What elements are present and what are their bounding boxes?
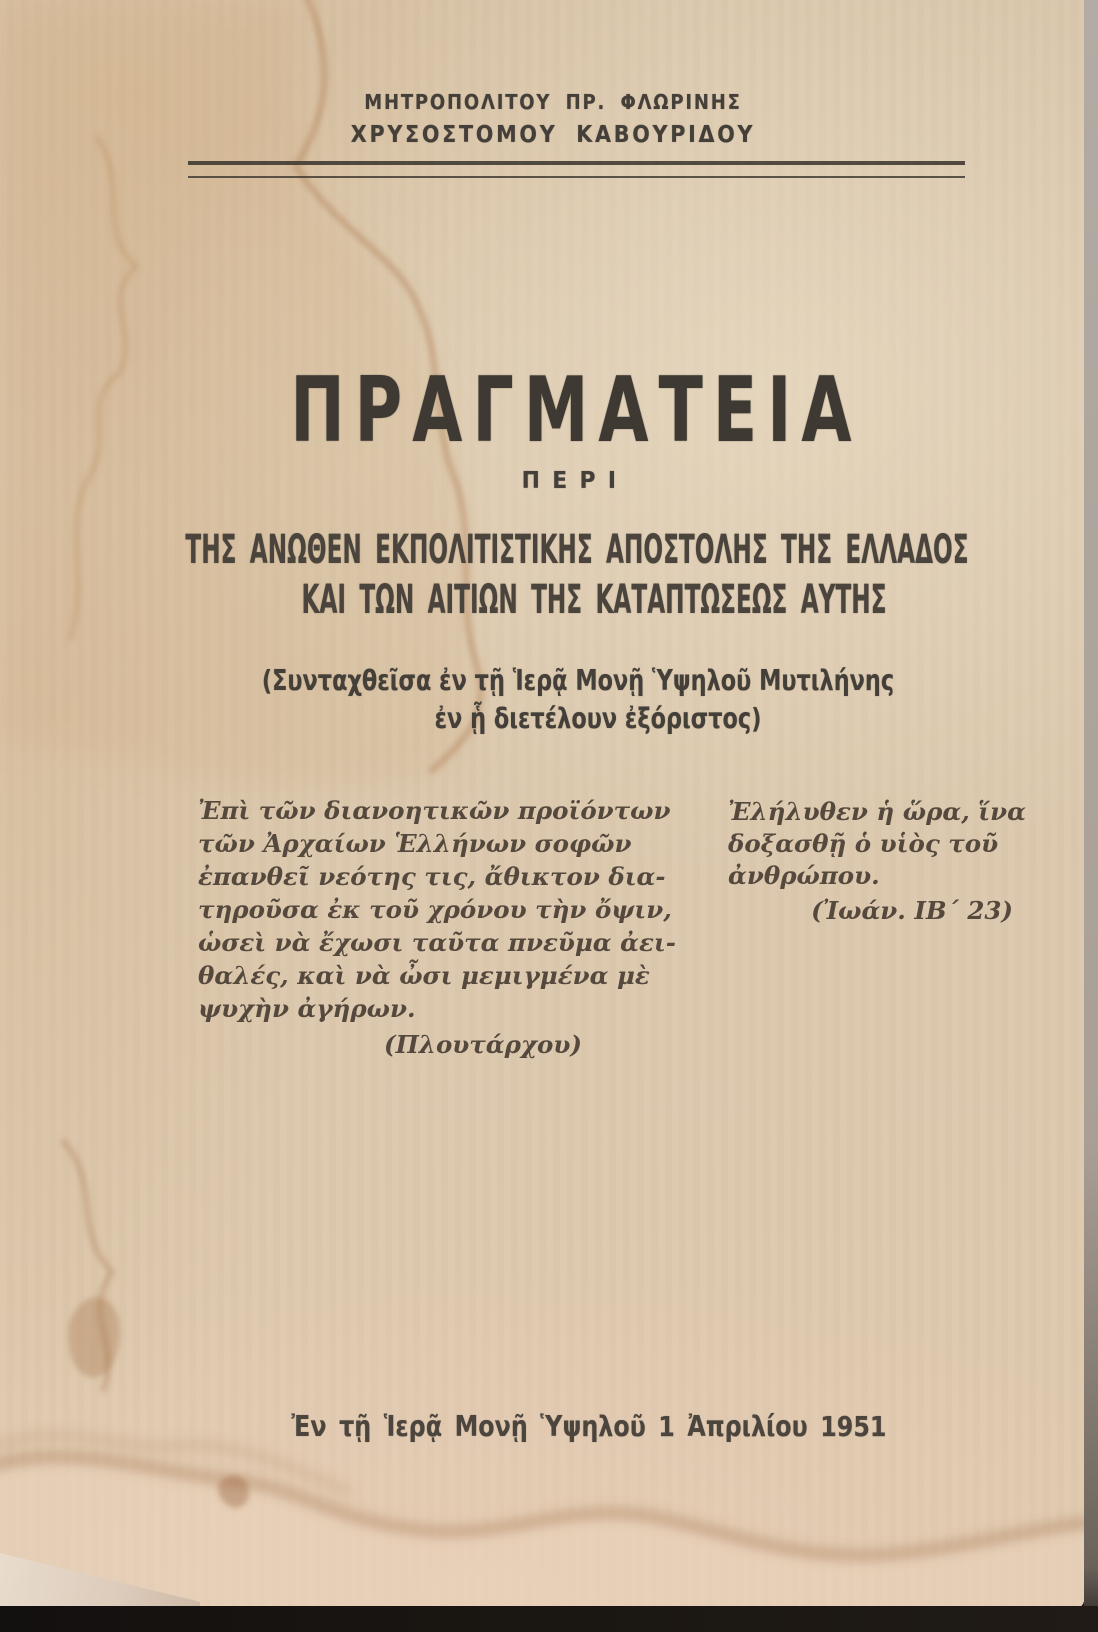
subtitle-line-2: ΚΑΙ ΤΩΝ ΑΙΤΙΩΝ ΤΗΣ ΚΑΤΑΠΤΩΣΕΩΣ ΑΥΤΗΣ xyxy=(301,577,887,623)
peri-label: ΠΕΡΙ xyxy=(521,468,629,494)
imprint-line: Ἐν τῇ Ἱερᾷ Μονῇ Ὑψηλοῦ 1 Ἀπριλίου 1951 xyxy=(291,1410,887,1443)
epigraph-left-attribution: (Πλουτάρχου) xyxy=(384,1030,582,1059)
epigraph-right-line: Ἐλήλυθεν ἡ ὥρα, ἵνα xyxy=(728,797,1026,826)
epigraph-right-attribution: (Ἰωάν. ΙΒ΄ 23) xyxy=(811,896,1013,925)
epigraph-left-line: τηροῦσα ἐκ τοῦ χρόνου τὴν ὄψιν, xyxy=(198,895,672,924)
epigraph-right-line: δοξασθῇ ὁ υἱὸς τοῦ xyxy=(728,829,999,858)
stain-left-blob xyxy=(68,1297,120,1377)
epigraph-right-line: ἀνθρώπου. xyxy=(728,861,880,890)
epigraph-left xyxy=(198,794,676,1061)
double-rule xyxy=(188,161,965,178)
stain-bottom-underband xyxy=(0,1460,1084,1608)
author-line-2: ΧΡΥΣΟΣΤΟΜΟΥ ΚΑΒΟΥΡΙΔΟΥ xyxy=(350,122,756,148)
epigraph-left-line: θαλές, καὶ νὰ ὦσι μεμιγμένα μὲ xyxy=(198,961,650,990)
epigraph-left-line: ἐπανθεῖ νεότης τις, ἄθικτον δια- xyxy=(198,862,666,891)
scanner-edge-bottom xyxy=(0,1606,1098,1632)
scanner-edge-right xyxy=(1084,0,1098,1632)
composition-note-line-2: ἐν ᾗ διετέλουν ἐξόριστος) xyxy=(434,702,762,735)
book-title: ΠΡΑΓΜΑΤΕΙΑ xyxy=(290,358,862,463)
epigraph-left-line: τῶν Ἀρχαίων Ἑλλήνων σοφῶν xyxy=(198,829,632,858)
epigraph-left-line: ὡσεὶ νὰ ἔχωσι ταῦτα πνεῦμα ἀει- xyxy=(198,928,676,957)
epigraph-right xyxy=(728,796,1026,927)
subtitle-line-1: ΤΗΣ ΑΝΩΘΕΝ ΕΚΠΟΛΙΤΙΣΤΙΚΗΣ ΑΠΟΣΤΟΛΗΣ ΤΗΣ ΕΛΛΑΔΟΣ xyxy=(185,527,969,573)
epigraph-left-line: ψυχὴν ἀγήρων. xyxy=(198,994,416,1023)
epigraph-left-line: Ἐπὶ τῶν διανοητικῶν προϊόντων xyxy=(198,796,671,825)
author-line-1: ΜΗΤΡΟΠΟΛΙΤΟΥ ΠΡ. ΦΛΩΡΙΝΗΣ xyxy=(364,90,742,114)
composition-note-line-1: (Συνταχθεῖσα ἐν τῇ Ἱερᾷ Μονῇ Ὑψηλοῦ Μυτιλήνης xyxy=(261,664,895,697)
